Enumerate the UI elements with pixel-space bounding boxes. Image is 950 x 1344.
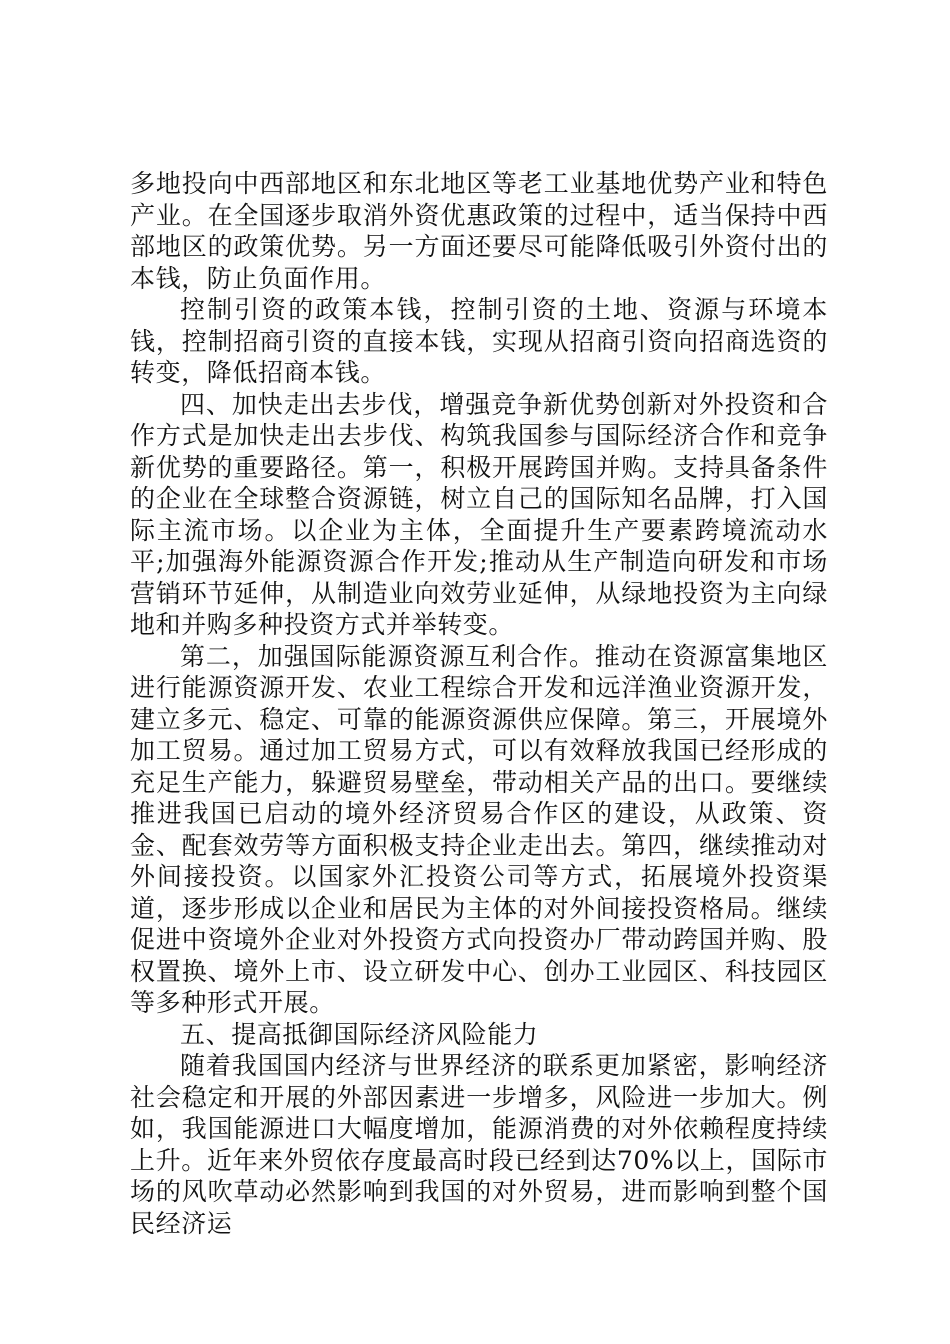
- document-body: [130, 168, 828, 1239]
- paragraph-3-section-four: 四、加快走出去步伐，增强竞争新优势创新对外投资和合作方式是加快走出去步伐、构筑我国参与国际经济合作和竞争新优势的重要路径。第一，积极开展跨国并购。支持具备条件的企业在全球整合资源链，树立自己的国际知名品牌，打入国际主流市场。以企业为主体，全面提升生产要素跨境流动水平;加强海外能源资源合作开发;推动从生产制造向研发和市场营销环节延伸，从制造业向效劳业延伸，从绿地投资为主向绿地和并购多种投资方式并举转变。: [130, 389, 828, 639]
- paragraph-6: 随着我国国内经济与世界经济的联系更加紧密，影响经济社会稳定和开展的外部因素进一步增多，风险进一步加大。例如，我国能源进口大幅度增加，能源消费的对外依赖程度持续上升。近年来外贸依存度最高时段已经到达70%以上，国际市场的风吹草动必然影响到我国的对外贸易，进而影响到整个国民经济运: [130, 1051, 828, 1238]
- paragraph-2: 控制引资的政策本钱，控制引资的土地、资源与环境本钱，控制招商引资的直接本钱，实现从招商引资向招商选资的转变，降低招商本钱。: [130, 295, 828, 387]
- paragraph-1: 多地投向中西部地区和东北地区等老工业基地优势产业和特色产业。在全国逐步取消外资优惠政策的过程中，适当保持中西部地区的政策优势。另一方面还要尽可能降低吸引外资付出的本钱，防止负面作用。: [130, 169, 828, 293]
- section-five-heading: 五、提高抵御国际经济风险能力: [180, 1019, 539, 1049]
- paragraph-4: 第二，加强国际能源资源互利合作。推动在资源富集地区进行能源资源开发、农业工程综合开发和远洋渔业资源开发，建立多元、稳定、可靠的能源资源供应保障。第三，开展境外加工贸易。通过加工贸易方式，可以有效释放我国已经形成的充足生产能力，躲避贸易壁垒，带动相关产品的出口。要继续推进我国已启动的境外经济贸易合作区的建设，从政策、资金、配套效劳等方面积极支持企业走出去。第四，继续推动对外间接投资。以国家外汇投资公司等方式，拓展境外投资渠道，逐步形成以企业和居民为主体的对外间接投资格局。继续促进中资境外企业对外投资方式向投资办厂带动跨国并购、股权置换、境外上市、设立研发中心、创办工业园区、科技园区等多种形式开展。: [130, 641, 828, 1017]
